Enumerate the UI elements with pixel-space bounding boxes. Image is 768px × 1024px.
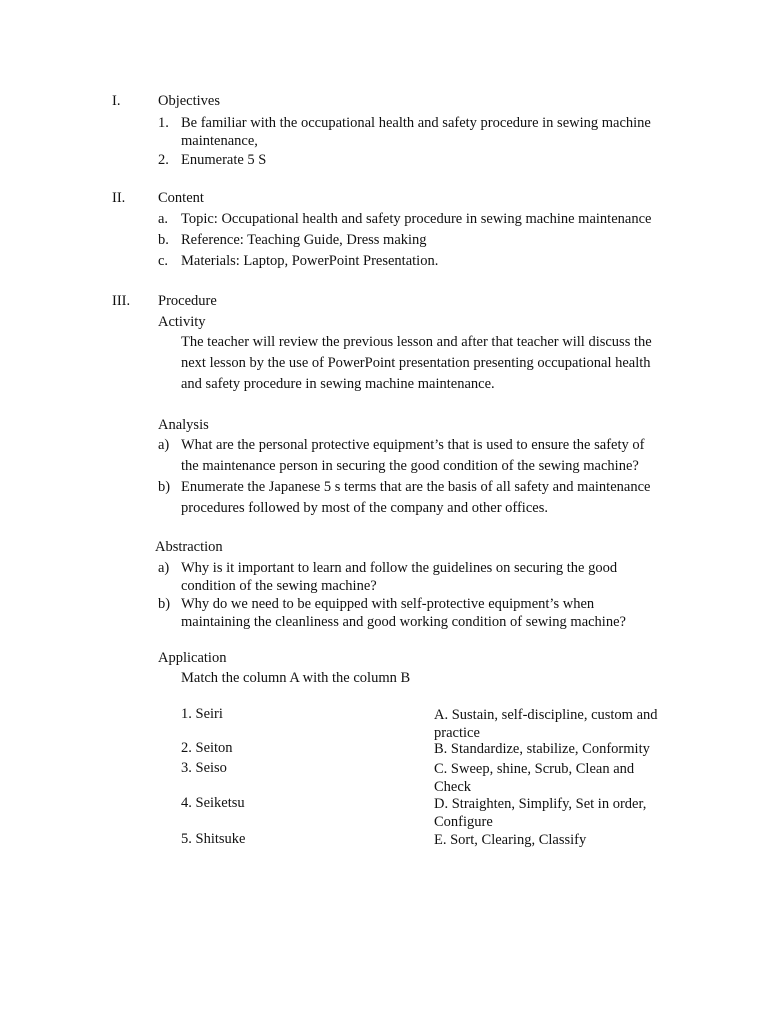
content-list: [158, 209, 651, 272]
objectives-marker: 1.: [158, 115, 169, 131]
abstraction-marker: b): [158, 596, 171, 612]
activity-line: and safety procedure in sewing machine maintenance.: [181, 376, 495, 392]
activity-paragraph: [181, 332, 652, 395]
column-b-line: C. Sweep, shine, Scrub, Clean and: [434, 761, 635, 777]
column-b-line: practice: [434, 725, 480, 741]
abstraction-line: condition of the sewing machine?: [181, 578, 377, 594]
section-title-procedure: Procedure: [158, 293, 217, 309]
subsection-title-abstraction: Abstraction: [155, 539, 223, 555]
subsection-title-application: Application: [158, 650, 227, 666]
abstraction-line: maintaining the cleanliness and good working condition of sewing machine?: [181, 614, 626, 630]
analysis-marker: a): [158, 437, 170, 453]
column-b-line: B. Standardize, stabilize, Conformity: [434, 741, 650, 757]
column-b-item-d: [434, 795, 646, 831]
objectives-item-1: [158, 114, 651, 150]
column-b-line: Configure: [434, 814, 493, 830]
analysis-marker: b): [158, 479, 171, 495]
column-a-item-shitsuke: 5. Shitsuke: [181, 831, 246, 847]
analysis-item-b: [158, 477, 650, 519]
activity-line: next lesson by the use of PowerPoint presentation presenting occupational health: [181, 355, 651, 371]
abstraction-marker: a): [158, 560, 170, 576]
analysis-line: procedures followed by most of the company and other offices.: [181, 500, 548, 516]
analysis-item-a: [158, 435, 644, 477]
analysis-line: Enumerate the Japanese 5 s terms that are the basis of all safety and maintenance: [181, 479, 651, 495]
activity-line: The teacher will review the previous lesson and after that teacher will discuss the: [181, 334, 652, 350]
column-b-item-e: [434, 831, 586, 849]
objectives-text-line: maintenance,: [181, 133, 258, 149]
column-a-item-seiso: 3. Seiso: [181, 760, 227, 776]
abstraction-item-a: [158, 559, 617, 595]
content-item-topic: a. Topic: Occupational health and safety procedure in sewing machine maintenance: [158, 211, 652, 227]
section-title-content: Content: [158, 190, 204, 206]
abstraction-item-b: [158, 595, 626, 631]
column-b-line: E. Sort, Clearing, Classify: [434, 832, 587, 848]
abstraction-line: Why is it important to learn and follow the guidelines on securing the good: [181, 560, 618, 576]
section-numeral-content: II.: [112, 190, 126, 206]
column-a-item-seiri: 1. Seiri: [181, 706, 223, 722]
column-b-item-a: [434, 706, 658, 742]
section-title-objectives: Objectives: [158, 93, 221, 109]
application-instruction: Match the column A with the column B: [181, 670, 411, 686]
analysis-line: the maintenance person in securing the good condition of the sewing machine?: [181, 458, 639, 474]
column-b-line: Check: [434, 779, 472, 795]
column-a-item-seiton: 2. Seiton: [181, 740, 233, 756]
analysis-line: What are the personal protective equipment’s that is used to ensure the safety of: [181, 437, 645, 453]
section-numeral-procedure: III.: [112, 293, 131, 309]
objectives-item-2: [158, 151, 266, 169]
content-item-reference: b. Reference: Teaching Guide, Dress making: [158, 232, 427, 248]
column-b-item-b: [434, 740, 650, 758]
objectives-marker: 2.: [158, 152, 169, 168]
subsection-title-analysis: Analysis: [158, 417, 209, 433]
objectives-text-line: Enumerate 5 S: [181, 152, 267, 168]
abstraction-line: Why do we need to be equipped with self-protective equipment’s when: [181, 596, 595, 612]
column-b-line: D. Straighten, Simplify, Set in order,: [434, 796, 647, 812]
column-b-line: A. Sustain, self-discipline, custom and: [434, 707, 658, 723]
column-b-item-c: [434, 760, 634, 796]
section-numeral-objectives: I.: [112, 93, 121, 109]
column-a-item-seiketsu: 4. Seiketsu: [181, 795, 245, 811]
content-item-materials: c. Materials: Laptop, PowerPoint Presentation.: [158, 253, 439, 269]
objectives-text-line: Be familiar with the occupational health and safety procedure in sewing machine: [181, 115, 651, 131]
subsection-title-activity: Activity: [158, 314, 206, 330]
